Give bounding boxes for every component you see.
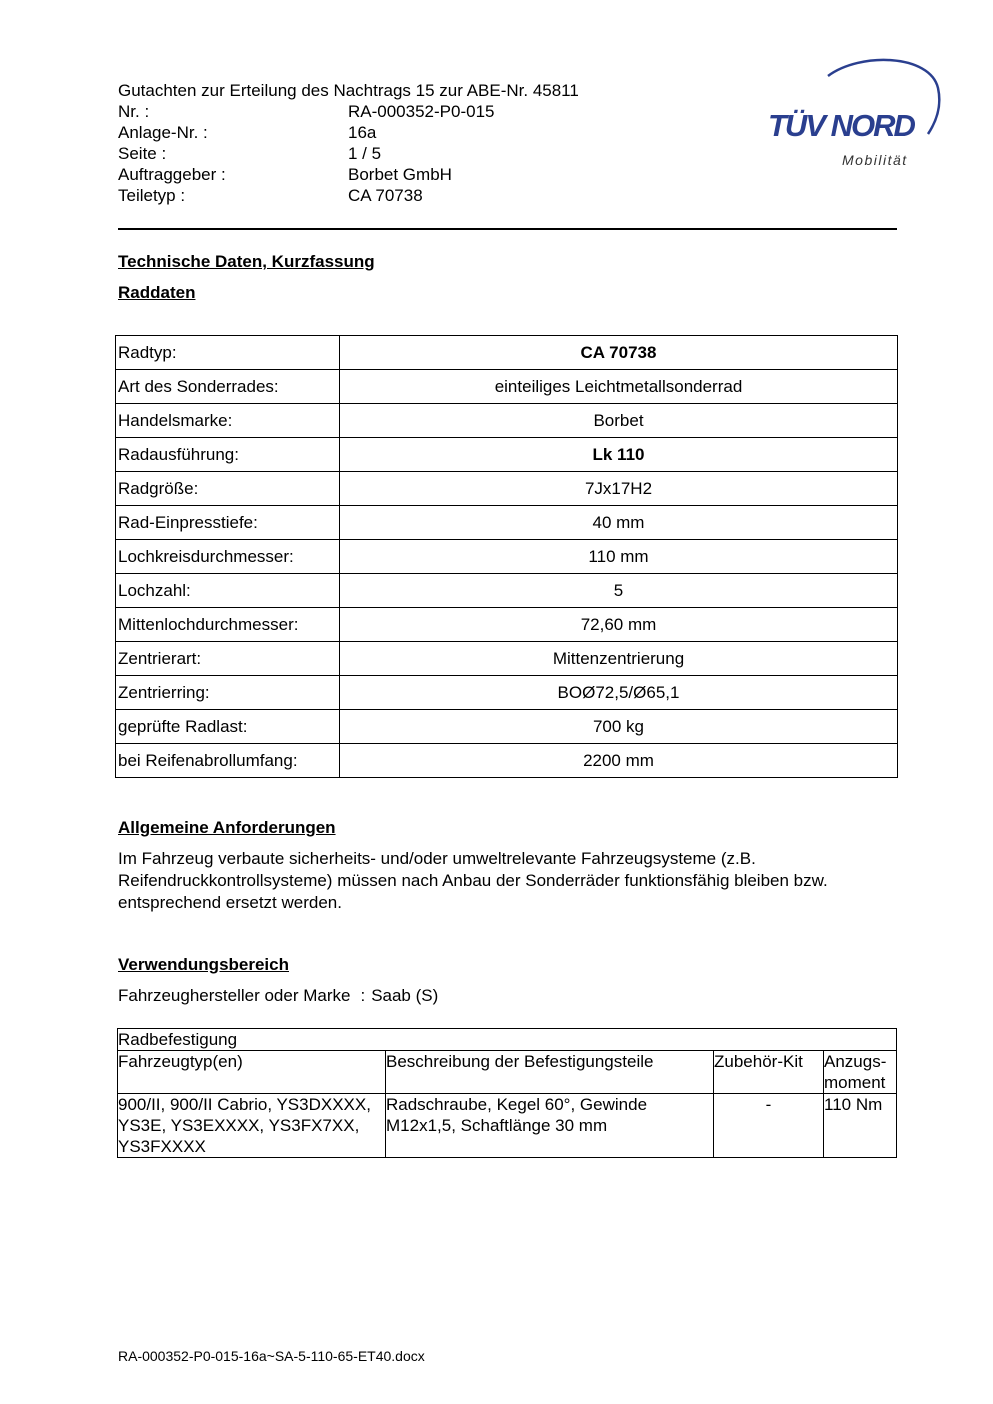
meta-row	[118, 122, 579, 143]
meta-row	[118, 101, 579, 122]
heading-usage: Verwendungsbereich	[118, 955, 289, 974]
table-row	[116, 404, 898, 438]
table-row	[116, 370, 898, 404]
column-header: Zubehör-Kit	[714, 1051, 824, 1094]
table-row	[116, 642, 898, 676]
header-divider	[118, 228, 897, 230]
row-value: 700 kg	[340, 710, 898, 744]
table-cell: Radschraube, Kegel 60°, Gewinde M12x1,5, Schaftlänge 30 mm	[386, 1094, 714, 1158]
table-cell: 900/II, 900/II Cabrio, YS3DXXXX, YS3E, YS3EXXXX, YS3FX7XX, YS3FXXXX	[118, 1094, 386, 1158]
row-value: 2200 mm	[340, 744, 898, 778]
column-header: Anzugs- moment	[824, 1051, 897, 1094]
manufacturer-value: Saab (S)	[371, 986, 439, 1005]
manufacturer-line	[118, 986, 438, 1006]
row-key: geprüfte Radlast:	[116, 710, 340, 744]
meta-row	[118, 164, 579, 185]
meta-row	[118, 143, 579, 164]
row-key: Lochkreisdurchmesser:	[116, 540, 340, 574]
document-header	[118, 80, 579, 206]
table-row	[116, 574, 898, 608]
footer-filename: RA-000352-P0-015-16a~SA-5-110-65-ET40.docx	[118, 1348, 425, 1364]
row-key: Rad-Einpresstiefe:	[116, 506, 340, 540]
table-row	[116, 710, 898, 744]
table-row	[116, 438, 898, 472]
heading-requirements: Allgemeine Anforderungen	[118, 818, 336, 837]
meta-label: Teiletyp :	[118, 186, 186, 205]
row-key: Radtyp:	[116, 336, 340, 370]
row-value: 40 mm	[340, 506, 898, 540]
manufacturer-separator: :	[360, 986, 366, 1005]
meta-value: Borbet GmbH	[348, 165, 452, 184]
column-header: Beschreibung der Befestigungsteile	[386, 1051, 714, 1094]
row-value: Lk 110	[340, 438, 898, 472]
requirements-text: Im Fahrzeug verbaute sicherheits- und/oder umweltrelevante Fahrzeugsysteme (z.B. Reifendruckkontrollsysteme) müssen nach Anbau der Sonderräder funktionsfähig bleiben bzw. entsprechend ersetzt werden.	[118, 849, 828, 912]
table-row	[116, 744, 898, 778]
meta-value: 16a	[348, 123, 377, 142]
meta-label: Auftraggeber :	[118, 165, 226, 184]
row-key: Lochzahl:	[116, 574, 340, 608]
heading-wheel-data: Raddaten	[118, 283, 196, 302]
heading-technical-data: Technische Daten, Kurzfassung	[118, 252, 375, 271]
table-row	[116, 336, 898, 370]
row-key: bei Reifenabrollumfang:	[116, 744, 340, 778]
meta-value: CA 70738	[348, 186, 423, 205]
meta-label: Nr. :	[118, 102, 150, 121]
table-row	[116, 608, 898, 642]
meta-row	[118, 185, 579, 206]
mounting-table-caption: Radbefestigung	[118, 1029, 897, 1051]
meta-value: 1 / 5	[348, 144, 382, 163]
mounting-table	[117, 1028, 897, 1158]
meta-value: RA-000352-P0-015	[348, 102, 495, 121]
row-key: Radausführung:	[116, 438, 340, 472]
row-value: CA 70738	[340, 336, 898, 370]
row-key: Art des Sonderrades:	[116, 370, 340, 404]
row-value: 7Jx17H2	[340, 472, 898, 506]
row-value: BOØ72,5/Ø65,1	[340, 676, 898, 710]
wheel-data-table	[115, 335, 898, 778]
row-key: Zentrierring:	[116, 676, 340, 710]
logo-brand: TÜV NORD	[768, 108, 914, 143]
row-value: Mittenzentrierung	[340, 642, 898, 676]
row-value: Borbet	[340, 404, 898, 438]
row-value: 72,60 mm	[340, 608, 898, 642]
table-row	[116, 676, 898, 710]
tuv-nord-logo	[760, 58, 950, 178]
table-cell: -	[714, 1094, 824, 1158]
row-key: Radgröße:	[116, 472, 340, 506]
table-row	[116, 472, 898, 506]
document-title: Gutachten zur Erteilung des Nachtrags 15 zur ABE-Nr. 45811	[118, 81, 579, 100]
row-key: Mittenlochdurchmesser:	[116, 608, 340, 642]
row-value: 5	[340, 574, 898, 608]
row-value: einteiliges Leichtmetallsonderrad	[340, 370, 898, 404]
table-cell: 110 Nm	[824, 1094, 897, 1158]
table-row	[116, 540, 898, 574]
row-value: 110 mm	[340, 540, 898, 574]
manufacturer-label: Fahrzeughersteller oder Marke	[118, 986, 351, 1005]
logo-subtitle: Mobilität	[842, 152, 908, 168]
row-key: Handelsmarke:	[116, 404, 340, 438]
row-key: Zentrierart:	[116, 642, 340, 676]
column-header: Fahrzeugtyp(en)	[118, 1051, 386, 1094]
meta-label: Seite :	[118, 144, 167, 163]
meta-label: Anlage-Nr. :	[118, 123, 208, 142]
table-row	[116, 506, 898, 540]
